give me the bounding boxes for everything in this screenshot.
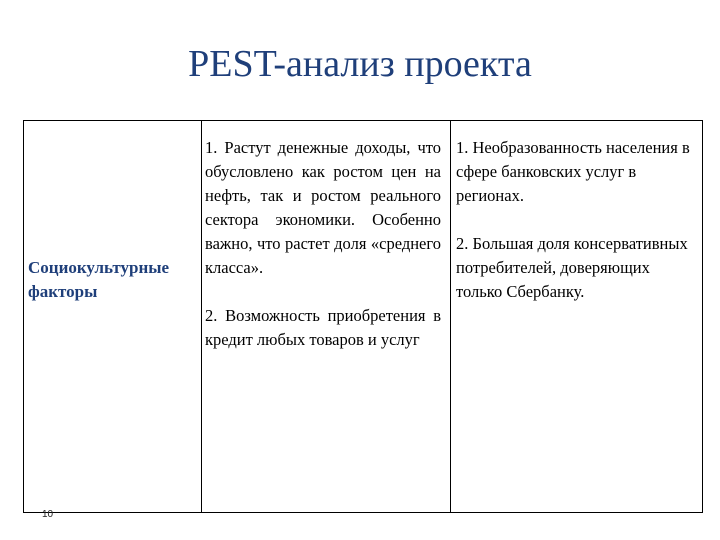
page-number: 10 (42, 509, 54, 520)
column-divider-1 (201, 120, 202, 513)
column-divider-2 (450, 120, 451, 513)
threat-item-1: 1. Необразованность населения в сфере банковских услуг в регионах. (456, 138, 690, 205)
row-label: Социокультурные факторы (28, 258, 170, 301)
threats-column (456, 136, 694, 304)
opportunity-item-1: 1. Растут денежные доходы, что обусловлено как ростом цен на нефть, так и ростом реального сектора экономики. Особенно важно, что растет доля «среднего класса». (205, 138, 441, 277)
threat-item-2: 2. Большая доля консервативных потребителей, доверяющих только Сбербанку. (456, 234, 688, 301)
opportunity-item-2: 2. Возможность приобретения в кредит любых товаров и услуг (205, 306, 441, 349)
opportunities-column (205, 136, 441, 352)
slide-title: PEST-анализ проекта (188, 43, 532, 85)
